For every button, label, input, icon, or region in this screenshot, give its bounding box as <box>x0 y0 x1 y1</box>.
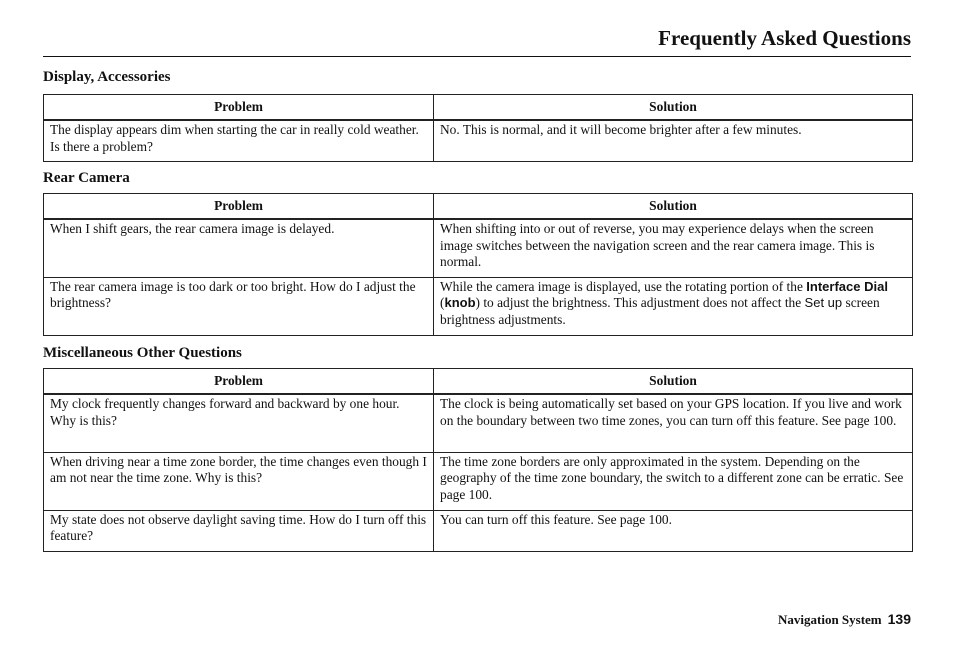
solution-cell: When shifting into or out of reverse, you may experience delays when the screen image switches between the navigation screen and the rear camera image. This is normal. <box>434 219 913 277</box>
faq-table-misc <box>43 368 913 552</box>
table-row <box>44 394 913 452</box>
section-heading-misc: Miscellaneous Other Questions <box>43 345 242 361</box>
column-header-solution: Solution <box>434 95 913 121</box>
section-heading-display-accessories: Display, Accessories <box>43 69 171 85</box>
problem-cell: My state does not observe daylight saving time. How do I turn off this feature? <box>44 510 434 551</box>
problem-cell: The rear camera image is too dark or too bright. How do I adjust the brightness? <box>44 277 434 335</box>
page-title: Frequently Asked Questions <box>658 26 911 50</box>
problem-cell: When driving near a time zone border, the time changes even though I am not near the time zone. Why is this? <box>44 452 434 510</box>
column-header-solution: Solution <box>434 369 913 395</box>
table-row <box>44 219 913 277</box>
set-up-term: Set up <box>804 295 843 311</box>
table-row <box>44 120 913 161</box>
problem-cell: When I shift gears, the rear camera image is delayed. <box>44 219 434 277</box>
table-row <box>44 277 913 335</box>
table-row <box>44 510 913 551</box>
interface-dial-term: Interface Dial <box>806 278 888 294</box>
table-header-row <box>44 95 913 121</box>
problem-cell: My clock frequently changes forward and backward by one hour. Why is this? <box>44 394 434 452</box>
solution-text: ( <box>440 295 445 311</box>
table-row <box>44 452 913 510</box>
table-header-row <box>44 194 913 220</box>
problem-cell: The display appears dim when starting the car in really cold weather. Is there a problem? <box>44 120 434 161</box>
solution-cell: No. This is normal, and it will become brighter after a few minutes. <box>434 120 913 161</box>
column-header-solution: Solution <box>434 194 913 220</box>
solution-cell: You can turn off this feature. See page 100. <box>434 510 913 551</box>
knob-term: knob <box>444 295 476 311</box>
solution-text: While the camera image is displayed, use the rotating portion of the <box>440 278 807 294</box>
solution-text: ) to adjust the brightness. This adjustment does not affect the <box>475 295 805 311</box>
solution-cell: The time zone borders are only approximated in the system. Depending on the geography of the time zone boundary, the switch to a different zone can be erratic. See page 100. <box>434 452 913 510</box>
page-number: 139 <box>887 611 911 627</box>
solution-text: screen brightness adjustments. <box>440 295 880 327</box>
column-header-problem: Problem <box>44 369 434 395</box>
column-header-problem: Problem <box>44 194 434 220</box>
column-header-problem: Problem <box>44 95 434 121</box>
section-heading-rear-camera: Rear Camera <box>43 170 130 186</box>
table-header-row <box>44 369 913 395</box>
footer-label: Navigation System <box>778 612 882 627</box>
solution-cell <box>434 277 913 335</box>
faq-table-rear-camera <box>43 193 913 336</box>
title-divider <box>43 56 911 57</box>
faq-table-display-accessories <box>43 94 913 162</box>
page-footer <box>778 611 911 628</box>
solution-cell: The clock is being automatically set based on your GPS location. If you live and work on the boundary between two time zones, you can turn off this feature. See page 100. <box>434 394 913 452</box>
